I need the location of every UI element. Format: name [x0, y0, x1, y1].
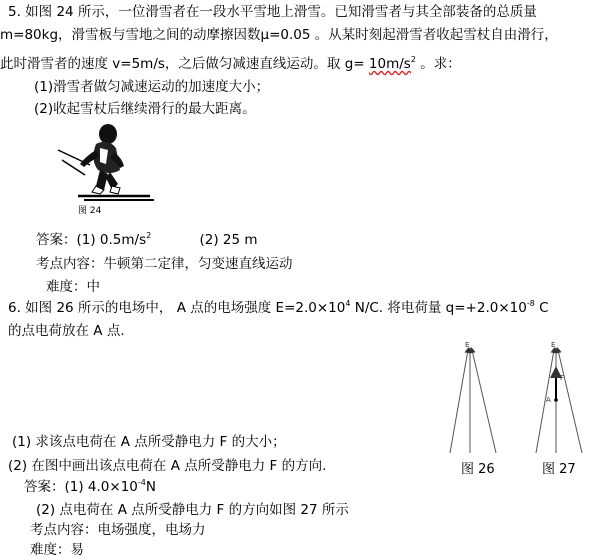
figure-26-field-label: E [465, 341, 470, 349]
q5-points: 考点内容：牛顿第二定律，匀变速直线运动 [36, 256, 293, 272]
q6-line-2: 的点电荷放在 A 点. [8, 323, 125, 339]
q6-subquestion-1: (1) 求该点电荷在 A 点所受静电力 F 的大小； [12, 434, 286, 450]
q6-difficulty: 难度：易 [30, 542, 84, 558]
skier-figure [50, 120, 160, 208]
figure-26-caption: 图 26 [461, 462, 495, 477]
figure-27-field-lines [522, 338, 602, 458]
q6-line-1 [8, 298, 549, 318]
q5-difficulty: 难度：中 [46, 279, 100, 295]
q5-answer-2: (2) 25 m [199, 232, 258, 248]
q6-line-1-charge: N/C. 将电荷量 q=+2.0×10 [350, 300, 527, 316]
q5-answer-1-exponent: 2 [146, 231, 152, 240]
q6-line-1-unit: C [534, 300, 549, 316]
gravity-value: 10m/s [368, 56, 411, 72]
q6-answer-1-exponent: -4 [137, 478, 146, 487]
figure-27-point-label: A [546, 396, 551, 404]
figure-24-caption: 图 24 [78, 206, 102, 216]
figure-27-field-label: E [551, 341, 556, 349]
q5-subquestion-2: (2)收起雪杖后继续滑行的最大距离。 [34, 101, 256, 117]
q5-answer [36, 230, 258, 250]
q6-subquestion-2: (2) 在图中画出该点电荷在 A 点所受静电力 F 的方向. [8, 458, 327, 474]
q5-answer-1: 答案：(1) 0.5m/s [36, 232, 147, 248]
q5-line-2: m=80kg，滑雪板与雪地之间的动摩擦因数μ=0.05 。从某时刻起滑雪者收起雪杖自由滑行， [0, 27, 558, 43]
figure-26-field-lines [436, 338, 516, 458]
q6-points: 考点内容：电场强度，电场力 [30, 522, 206, 538]
figure-27-force-label: F [560, 374, 565, 382]
q5-subquestion-1: (1)滑雪者做匀减速运动的加速度大小； [34, 79, 270, 95]
q5-line-1: 5. 如图 24 所示，一位滑雪者在一段水平雪地上滑雪。已知滑雪者与其全部装备的总质量 [8, 4, 537, 20]
q6-line-1-text: 6. 如图 26 所示的电场中， A 点的电场强度 E=2.0×10 [8, 300, 346, 316]
q6-answer-1 [24, 477, 156, 497]
q5-line-3-end: 。求： [415, 56, 461, 72]
charge-exponent: -8 [526, 299, 535, 308]
q5-line-3 [0, 54, 461, 74]
q5-line-3-text: 此时滑雪者的速度 v=5m/s，之后做匀减速直线运动。取 g= [0, 56, 369, 72]
field-exponent: 4 [345, 299, 351, 308]
gravity-exponent: 2 [410, 55, 416, 64]
figure-27-caption: 图 27 [542, 462, 576, 477]
q6-answer-1-unit: N [145, 479, 156, 495]
q6-answer-2: (2) 点电荷在 A 点所受静电力 F 的方向如图 27 所示 [36, 502, 349, 518]
q6-answer-1-text: 答案：(1) 4.0×10 [24, 479, 138, 495]
